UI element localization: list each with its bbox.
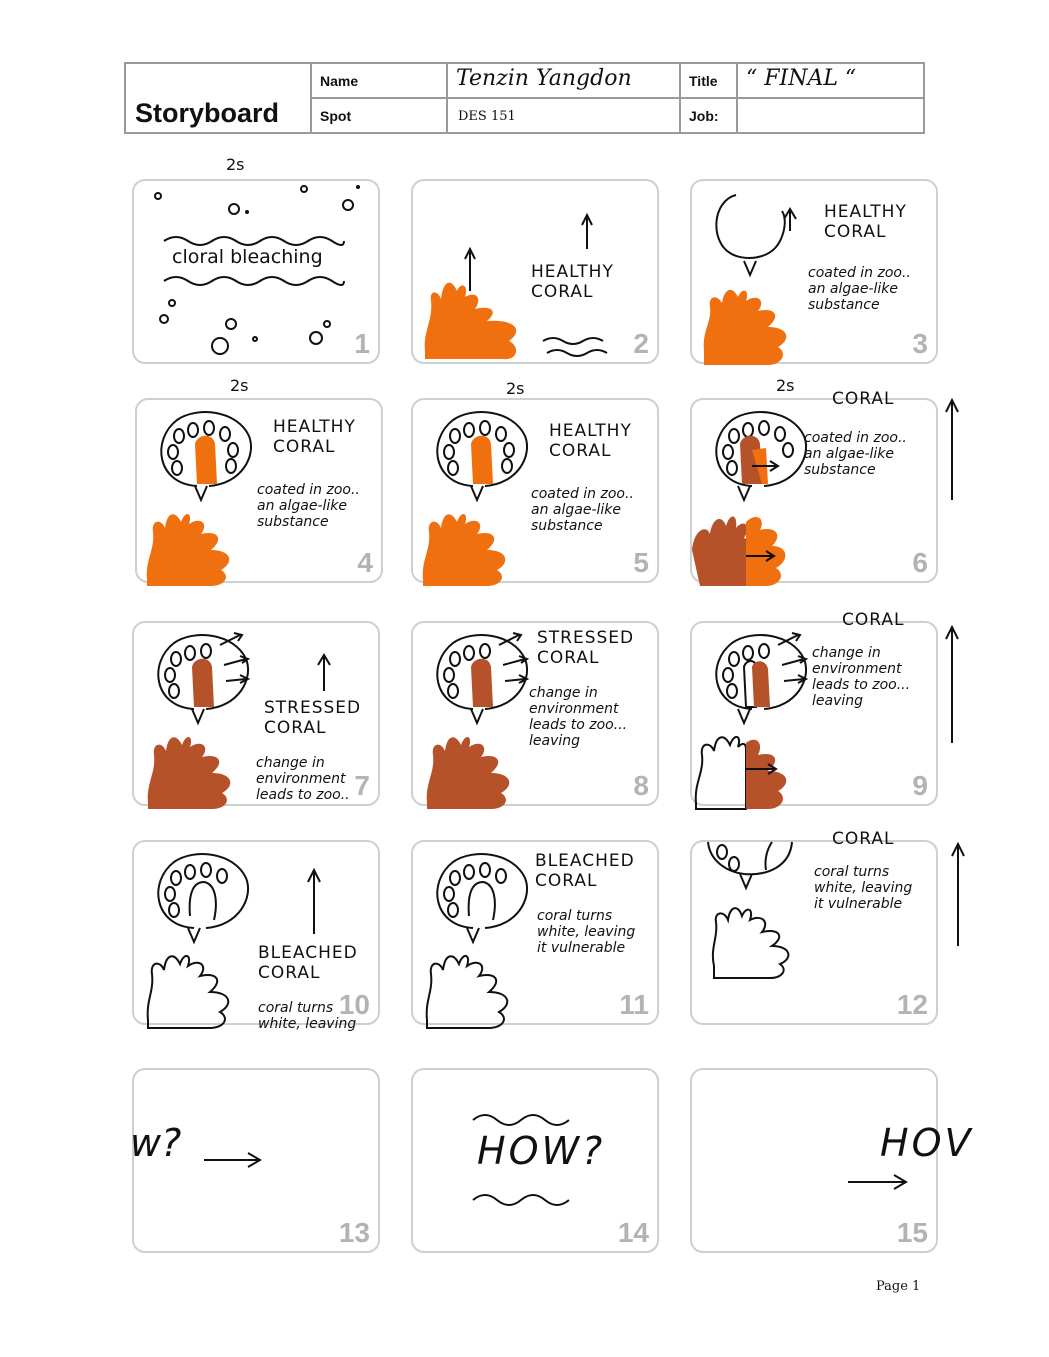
duration-5: 2s xyxy=(506,379,525,398)
panel-9-caption: change in environment leads to zoo... leaving xyxy=(812,645,911,710)
panel-8-caption: change in environment leads to zoo... leaving xyxy=(529,685,628,750)
storyboard-label: Storyboard xyxy=(126,64,312,132)
panel-8-title: STRESSED CORAL xyxy=(537,628,635,668)
panel-5-title: HEALTHY CORAL xyxy=(549,421,632,461)
storyboard-header xyxy=(124,62,925,134)
panel-6-caption: coated in zoo.. an algae-like substance xyxy=(804,430,907,479)
panel-15-title: HOV xyxy=(880,1121,974,1165)
storyboard-panel-2 xyxy=(411,179,659,364)
panel-11-caption: coral turns white, leaving it vulnerable xyxy=(537,908,636,957)
name-label: Name xyxy=(312,64,448,99)
storyboard-panel-10 xyxy=(132,840,380,1033)
panel-number: 11 xyxy=(619,989,649,1020)
duration-1: 2s xyxy=(226,155,245,174)
panel-number: 9 xyxy=(912,770,928,801)
panel-3-title: HEALTHY CORAL xyxy=(824,202,907,242)
spot-label: Spot xyxy=(312,99,448,132)
panel-12-caption: coral turns white, leaving it vulnerable xyxy=(814,864,913,913)
storyboard-panel-1 xyxy=(132,179,380,364)
panel-number: 7 xyxy=(354,770,370,801)
panel-10-caption: coral turns white, leaving xyxy=(258,1000,357,1033)
panel-number: 8 xyxy=(633,770,649,801)
job-value xyxy=(738,99,923,132)
spot-value: DES 151 xyxy=(448,99,681,132)
panel-7-title: STRESSED CORAL xyxy=(264,698,362,738)
name-value: Tenzin Yangdon xyxy=(448,64,681,99)
duration-4: 2s xyxy=(230,376,249,395)
panel-number: 1 xyxy=(354,328,370,359)
panel-4-title: HEALTHY CORAL xyxy=(273,417,356,457)
panel-number: 12 xyxy=(896,989,928,1020)
job-label: Job: xyxy=(681,99,738,132)
panel-number: 3 xyxy=(912,328,928,359)
panel-number: 4 xyxy=(357,547,373,578)
panel-number: 13 xyxy=(338,1217,370,1248)
storyboard-panel-7 xyxy=(132,621,380,806)
panel-11-title: BLEACHED CORAL xyxy=(535,851,635,891)
panel-number: 15 xyxy=(896,1217,928,1248)
storyboard-panel-9 xyxy=(690,610,938,806)
panel-14-title: HOW? xyxy=(477,1129,606,1173)
storyboard-panel-13 xyxy=(132,1068,380,1253)
title-label: Title xyxy=(681,64,738,99)
panel-1-title: cloral bleaching xyxy=(172,246,323,268)
duration-6: 2s xyxy=(776,376,795,395)
panel-number: 10 xyxy=(338,989,370,1020)
panel-7-caption: change in environment leads to zoo.. xyxy=(256,755,350,804)
storyboard-panel-8 xyxy=(411,621,659,806)
panel-5-caption: coated in zoo.. an algae-like substance xyxy=(531,486,634,535)
storyboard-panel-3 xyxy=(690,179,938,364)
polyp-bubble-illustration xyxy=(692,400,940,585)
page-number: Page 1 xyxy=(876,1279,921,1294)
panel-4-caption: coated in zoo.. an algae-like substance xyxy=(257,482,360,531)
bubbles-illustration xyxy=(134,181,382,366)
panel-13-title: w? xyxy=(130,1121,182,1165)
storyboard-panel-4 xyxy=(135,398,383,583)
panel-9-title: CORAL xyxy=(842,610,905,630)
storyboard-panel-14 xyxy=(411,1068,659,1253)
panel-6-title: CORAL xyxy=(832,389,895,409)
panel-number: 14 xyxy=(617,1217,649,1248)
panel-number: 6 xyxy=(912,547,928,578)
storyboard-panel-11 xyxy=(411,840,659,1025)
title-value: “ FINAL “ xyxy=(738,64,923,99)
panel-10-title: BLEACHED CORAL xyxy=(258,943,358,983)
storyboard-panel-12 xyxy=(690,829,938,1025)
panel-2-title: HEALTHY CORAL xyxy=(531,262,614,302)
panel-12-title: CORAL xyxy=(832,829,895,849)
panel-number: 5 xyxy=(633,547,649,578)
panel-number: 2 xyxy=(633,328,649,359)
storyboard-panel-15 xyxy=(690,1068,974,1253)
storyboard-panel-5 xyxy=(411,398,659,583)
panel-3-caption: coated in zoo.. an algae-like substance xyxy=(808,265,911,314)
storyboard-panel-6 xyxy=(690,389,938,583)
